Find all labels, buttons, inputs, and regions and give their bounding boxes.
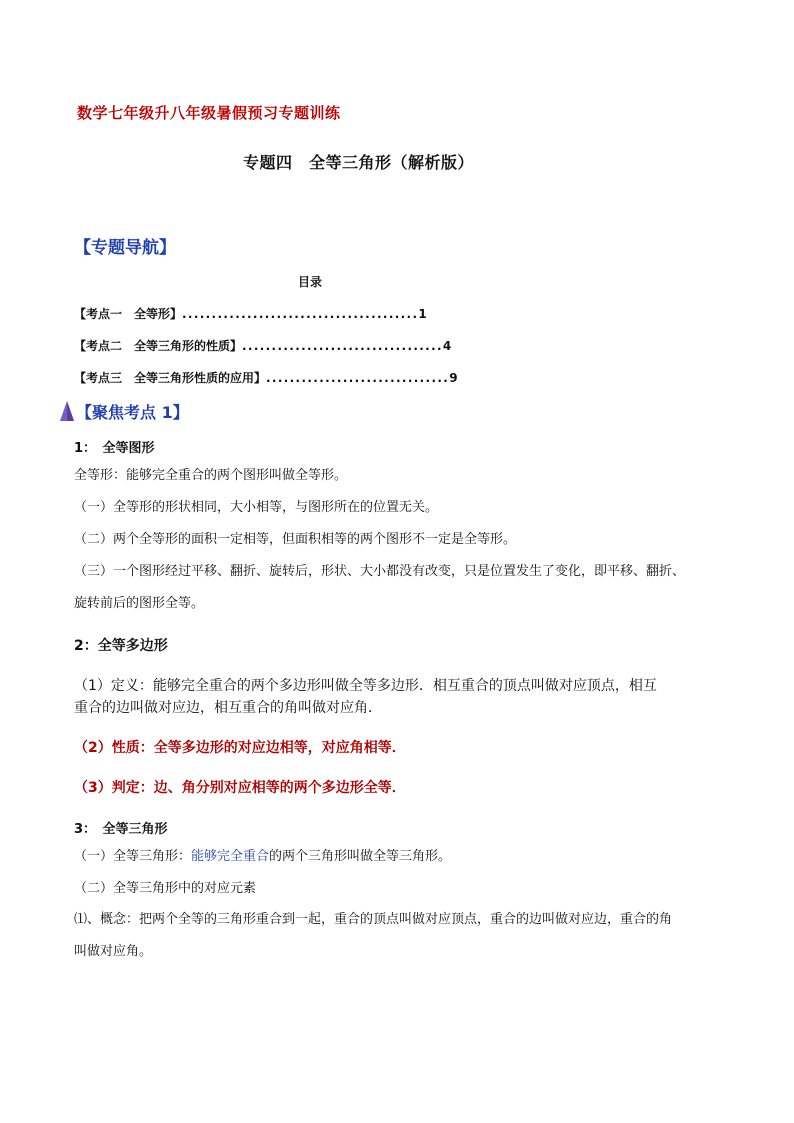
paragraph <box>74 845 451 864</box>
toc-item[interactable] <box>74 305 427 322</box>
toc-heading: 目录 <box>298 275 323 289</box>
paragraph: （二）全等三角形中的对应元素 <box>74 881 257 896</box>
toc-item-page: 1 <box>418 307 427 321</box>
paragraph: （三）一个图形经过平移、翻折、旋转后，形状、大小都没有改变，只是位置发生了变化，即平移、翻折、 <box>74 564 686 579</box>
toc-item-page: 4 <box>442 339 452 353</box>
toc-item-label: 【考点一 全等形】 <box>74 307 183 321</box>
highlighted-text: 能够完全重合 <box>191 849 270 864</box>
paragraph: ⑴、概念：把两个全等的三角形重合到一起，重合的顶点叫做对应顶点，重合的边叫做对应边，重合的角 <box>74 912 673 927</box>
paragraph: 重合的边叫做对应边，相互重合的角叫做对应角． <box>74 700 382 716</box>
toc-item-label: 【考点三 全等三角形性质的应用】 <box>74 371 267 385</box>
section-heading: 2：全等多边形 <box>74 638 168 654</box>
property-statement: （2）性质：全等多边形的对应边相等，对应角相等． <box>74 740 406 756</box>
toc-item-page: 9 <box>449 371 458 385</box>
page-title: 专题四 全等三角形（解析版） <box>243 153 475 172</box>
judgement-statement: （3）判定：边、角分别对应相等的两个多边形全等． <box>74 780 406 796</box>
paragraph: 叫做对应角。 <box>74 944 153 959</box>
toc-item-label: 【考点二 全等三角形的性质】 <box>74 339 243 353</box>
section-heading: 3： 全等三角形 <box>74 822 168 837</box>
focus-label: 【聚焦考点 1】 <box>76 403 189 422</box>
paragraph: 全等形：能够完全重合的两个图形叫做全等形。 <box>74 468 348 483</box>
section-heading: 1： 全等图形 <box>74 441 155 456</box>
toc-item-dots: ........................................ <box>182 307 419 321</box>
toc-item-dots: .................................. <box>242 339 443 353</box>
paragraph: （1）定义：能够完全重合的两个多边形叫做全等多边形．相互重合的顶点叫做对应顶点，相互 <box>74 678 657 694</box>
triangle-marker-icon <box>60 401 74 421</box>
paragraph: 旋转前后的图形全等。 <box>74 596 205 611</box>
text-segment: （一）全等三角形： <box>74 849 192 864</box>
toc-item-dots: ............................... <box>266 371 450 385</box>
nav-heading: 【专题导航】 <box>74 238 176 258</box>
toc-item[interactable] <box>74 369 458 386</box>
text-segment: 的两个三角形叫做全等三角形。 <box>269 849 452 864</box>
toc-item[interactable] <box>74 337 451 354</box>
series-header: 数学七年级升八年级暑假预习专题训练 <box>77 104 341 122</box>
paragraph: （二）两个全等形的面积一定相等，但面积相等的两个图形不一定是全等形。 <box>74 532 517 547</box>
paragraph: （一）全等形的形状相同，大小相等，与图形所在的位置无关。 <box>74 500 439 515</box>
